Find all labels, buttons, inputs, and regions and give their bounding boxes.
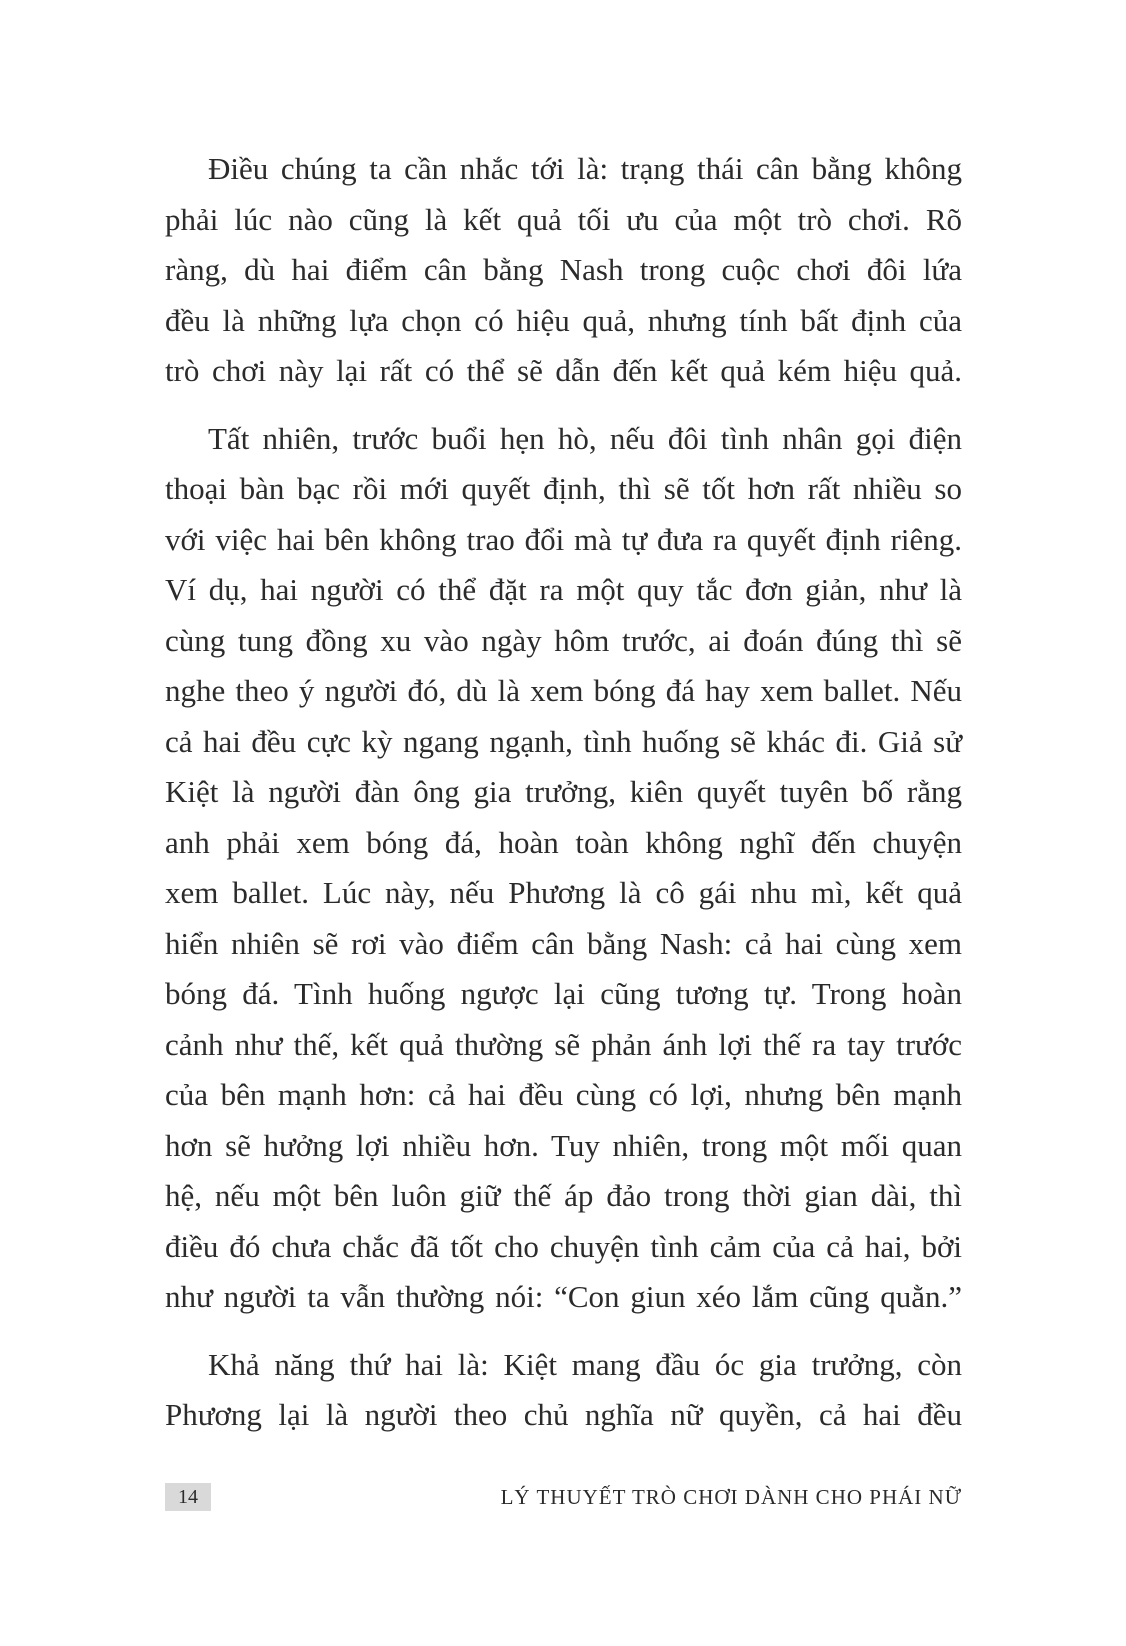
- text-line: ràng, dù hai điểm cân bằng Nash trong cuộc chơi đôi lứa: [165, 252, 962, 287]
- text-line: trò chơi này lại rất có thể sẽ dẫn đến kết quả kém hiệu quả.: [165, 353, 962, 388]
- text-line: xem ballet. Lúc này, nếu Phương là cô gái nhu mì, kết quả: [165, 875, 962, 910]
- paragraph-1: [165, 144, 962, 397]
- paragraph-2: [165, 414, 962, 1323]
- text-line: với việc hai bên không trao đổi mà tự đưa ra quyết định riêng.: [165, 521, 962, 557]
- page-footer: [165, 1483, 962, 1513]
- text-line: của bên mạnh hơn: cả hai đều cùng có lợi, nhưng bên mạnh: [165, 1077, 962, 1112]
- text-line: cùng tung đồng xu vào ngày hôm trước, ai đoán đúng thì sẽ: [165, 622, 962, 658]
- text-line: bóng đá. Tình huống ngược lại cũng tương tự. Trong hoàn: [165, 976, 962, 1011]
- text-line: anh phải xem bóng đá, hoàn toàn không nghĩ đến chuyện: [165, 824, 962, 860]
- paragraph-3: [165, 1340, 962, 1441]
- text-line: phải lúc nào cũng là kết quả tối ưu của một trò chơi. Rõ: [165, 201, 962, 237]
- text-line: Tất nhiên, trước buổi hẹn hò, nếu đôi tình nhân gọi điện: [208, 420, 962, 456]
- text-line: nghe theo ý người đó, dù là xem bóng đá hay xem ballet. Nếu: [165, 673, 962, 708]
- text-line: hiển nhiên sẽ rơi vào điểm cân bằng Nash: cả hai cùng xem: [165, 925, 962, 961]
- running-title: LÝ THUYẾT TRÒ CHƠI DÀNH CHO PHÁI NỮ: [500, 1485, 962, 1509]
- text-line: cả hai đều cực kỳ ngang ngạnh, tình huống sẽ khác đi. Giả sử: [165, 723, 962, 759]
- text-line: hệ, nếu một bên luôn giữ thế áp đảo trong thời gian dài, thì: [165, 1178, 962, 1213]
- text-line: thoại bàn bạc rồi mới quyết định, thì sẽ tốt hơn rất nhiều so: [165, 471, 962, 506]
- text-line: điều đó chưa chắc đã tốt cho chuyện tình cảm của cả hai, bởi: [165, 1228, 962, 1264]
- text-line: đều là những lựa chọn có hiệu quả, nhưng tính bất định của: [165, 302, 962, 338]
- page-number: 14: [165, 1483, 211, 1511]
- text-line: hơn sẽ hưởng lợi nhiều hơn. Tuy nhiên, trong một mối quan: [165, 1127, 962, 1163]
- text-line: như người ta vẫn thường nói: “Con giun xéo lắm cũng quằn.”: [165, 1279, 962, 1314]
- text-line: Khả năng thứ hai là: Kiệt mang đầu óc gia trưởng, còn: [208, 1346, 962, 1382]
- text-line: Phương lại là người theo chủ nghĩa nữ quyền, cả hai đều: [165, 1397, 962, 1432]
- text-line: Ví dụ, hai người có thể đặt ra một quy tắc đơn giản, như là: [165, 572, 962, 607]
- text-line: Kiệt là người đàn ông gia trưởng, kiên quyết tuyên bố rằng: [165, 774, 962, 809]
- body-text: [165, 144, 962, 1458]
- text-line: cảnh như thế, kết quả thường sẽ phản ánh lợi thế ra tay trước: [165, 1026, 962, 1062]
- text-line: Điều chúng ta cần nhắc tới là: trạng thái cân bằng không: [208, 151, 962, 186]
